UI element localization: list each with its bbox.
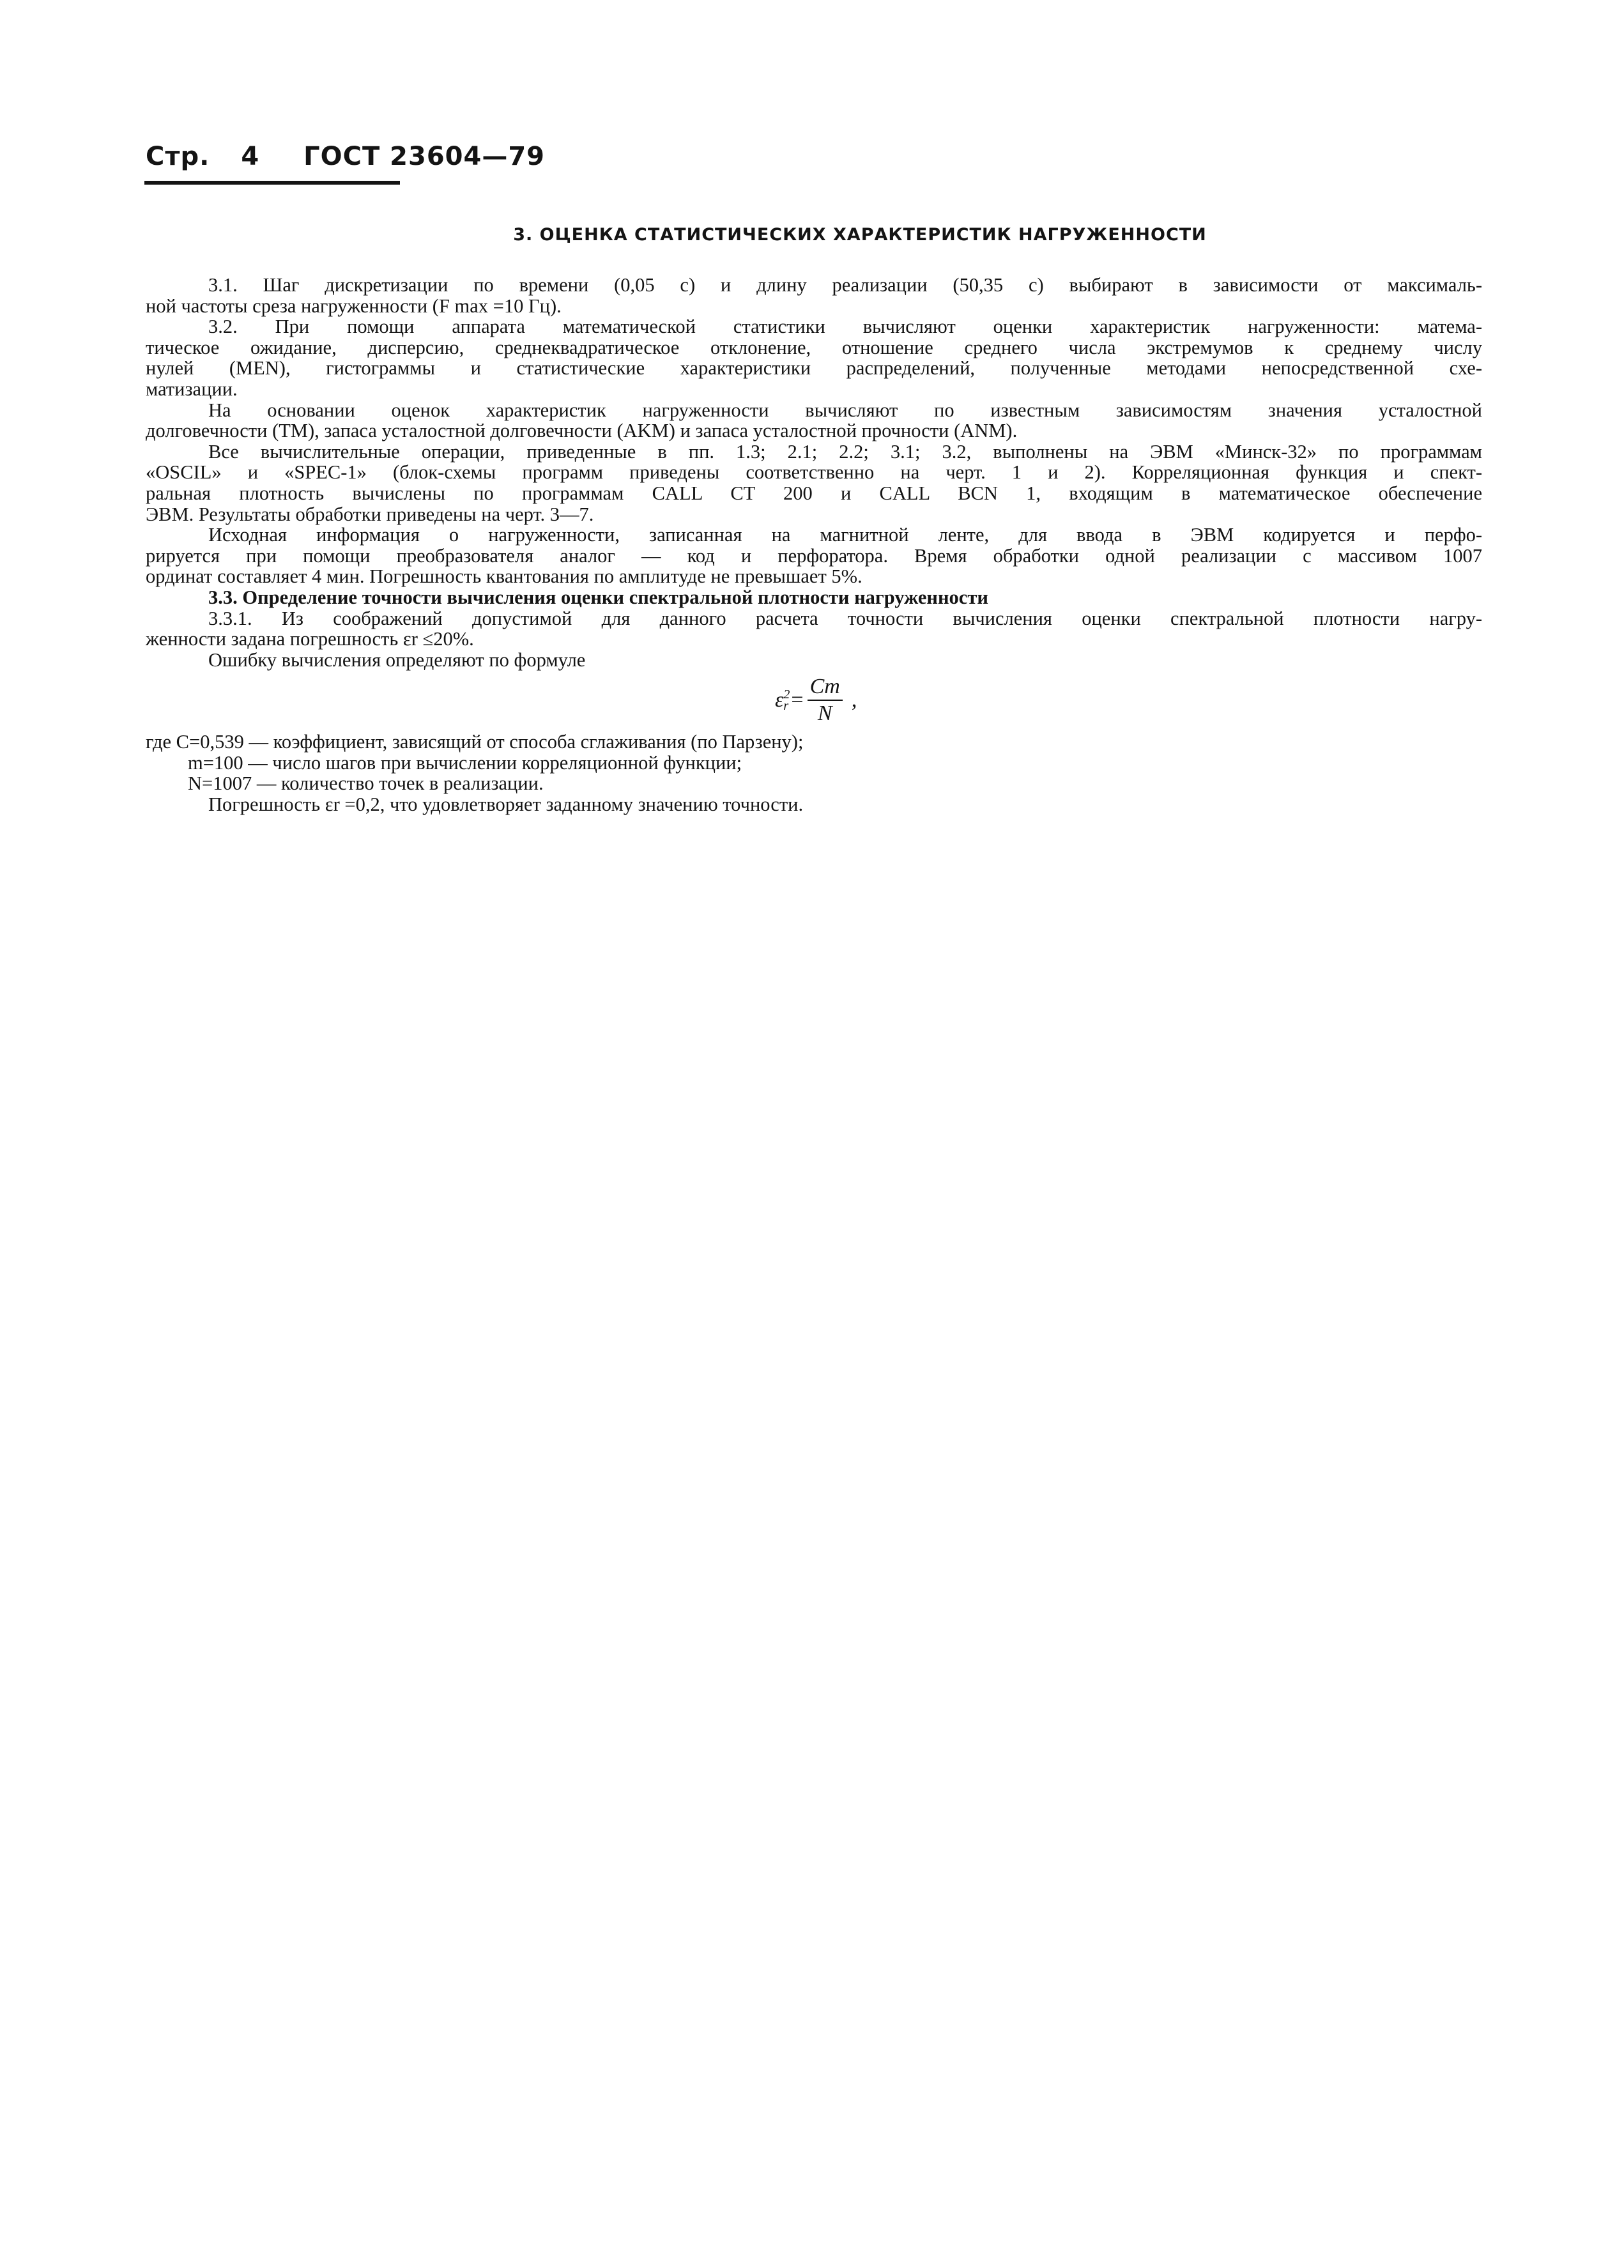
paragraph-operations-cont: [146, 462, 1482, 525]
text-line: Все вычислительные операции, приведенные в пп. 1.3; 2.1; 2.2; 3.1; 3.2, выполнены на ЭВМ «Минск-32» по программам: [208, 440, 1482, 463]
formula-denominator: N: [817, 701, 832, 726]
conclusion-text: Погрешность εr =0,2, что удовлетворяет заданному значению точности.: [208, 793, 804, 816]
formula-lhs: ε: [775, 687, 784, 712]
section-title: 3. ОЦЕНКА СТАТИСТИЧЕСКИХ ХАРАКТЕРИСТИК НАГРУЖЕННОСТИ: [513, 225, 1207, 245]
text-line: «OSCIL» и «SPEC-1» (блок-схемы программ приведены соответственно на черт. 1 и 2). Корреляционная функция и спект-: [146, 461, 1482, 484]
where-list: [146, 732, 1482, 794]
text-line: ральная плотность вычислены по программам CALL CT 200 и CALL BCN 1, входящим в математическое обеспечение: [146, 482, 1482, 504]
heading-text: 3.3. Определение точности вычисления оценки спектральной плотности нагруженности: [208, 586, 988, 608]
standard-number: ГОСТ 23604—79: [303, 142, 545, 171]
text-line: нулей (MEN), гистограммы и статистические характеристики распределений, полученные методами непосредственной схе-: [146, 357, 1482, 379]
paragraph-3-1-cont: [146, 296, 1482, 317]
formula-block: [146, 670, 1482, 732]
text-line: 3.2. При помощи аппарата математической статистики вычисляют оценки характеристик нагруженности: матема-: [208, 316, 1482, 338]
formula-lhs-sub: r: [783, 699, 789, 714]
error-formula: [775, 674, 857, 726]
page-number: 4: [241, 142, 260, 171]
paragraph-input-cont: [146, 546, 1482, 587]
text-line: рируется при помощи преобразователя аналог — код и перфоратора. Время обработки одной реализации с массивом 1007: [146, 544, 1482, 567]
text-line: женности задана погрешность εr ≤20%.: [146, 628, 474, 650]
paragraph-basis-cont: [146, 420, 1482, 441]
paragraph-basis: [146, 400, 1482, 421]
paragraph-3-2: [146, 316, 1482, 337]
text-line: 3.1. Шаг дискретизации по времени (0,05 с) и длину реализации (50,35 с) выбирают в зависимости от максималь-: [208, 274, 1482, 296]
formula-fraction: [808, 674, 843, 726]
paragraph-conclusion: [146, 794, 1482, 815]
formula-intro: [146, 650, 1482, 671]
text-line: ной частоты среза нагруженности (F max =10 Гц).: [146, 295, 562, 317]
text-line: матизации.: [146, 378, 238, 400]
formula-numerator: Cm: [808, 674, 843, 701]
formula-equals: =: [791, 687, 804, 712]
header-underline: [144, 181, 400, 185]
text-line: тическое ожидание, дисперсию, среднеквадратическое отклонение, отношение среднего числа экстремумов к среднему числу: [146, 336, 1482, 358]
text-line: ЭВМ. Результаты обработки приведены на черт. 3—7.: [146, 503, 594, 525]
text-line: 3.3.1. Из соображений допустимой для данного расчета точности вычисления оценки спектральной плотности нагру-: [208, 607, 1482, 629]
page-header: [146, 142, 545, 171]
paragraph-input: [146, 525, 1482, 546]
subsection-3-3-heading: [146, 587, 1482, 608]
text-line: долговечности (TM), запаса усталостной долговечности (AKM) и запаса усталостной прочности (ANM).: [146, 420, 1018, 442]
text-line: Исходная информация о нагруженности, записанная на магнитной ленте, для ввода в ЭВМ кодируется и перфо-: [208, 524, 1482, 546]
text-line: На основании оценок характеристик нагруженности вычисляют по известным зависимостям значения усталостной: [208, 399, 1482, 421]
where-item-c: где C=0,539 — коэффициент, зависящий от способа сглаживания (по Парзену);: [146, 731, 804, 753]
page-label: Стр.: [146, 142, 210, 171]
paragraph-operations: [146, 441, 1482, 463]
paragraph-3-1: [146, 275, 1482, 296]
formula-intro-text: Ошибку вычисления определяют по формуле: [208, 648, 586, 671]
formula-lhs-sup: 2: [783, 687, 790, 702]
paragraph-3-3-1-cont: [146, 629, 1482, 650]
where-item-n: N=1007 — количество точек в реализации.: [188, 772, 544, 795]
document-body: [146, 275, 1482, 815]
text-line: ординат составляет 4 мин. Погрешность квантования по амплитуде не превышает 5%.: [146, 565, 862, 588]
paragraph-3-3-1: [146, 608, 1482, 629]
paragraph-3-2-cont: [146, 337, 1482, 400]
where-item-m: m=100 — число шагов при вычислении корреляционной функции;: [188, 751, 742, 774]
formula-trailing: ,: [851, 687, 857, 712]
